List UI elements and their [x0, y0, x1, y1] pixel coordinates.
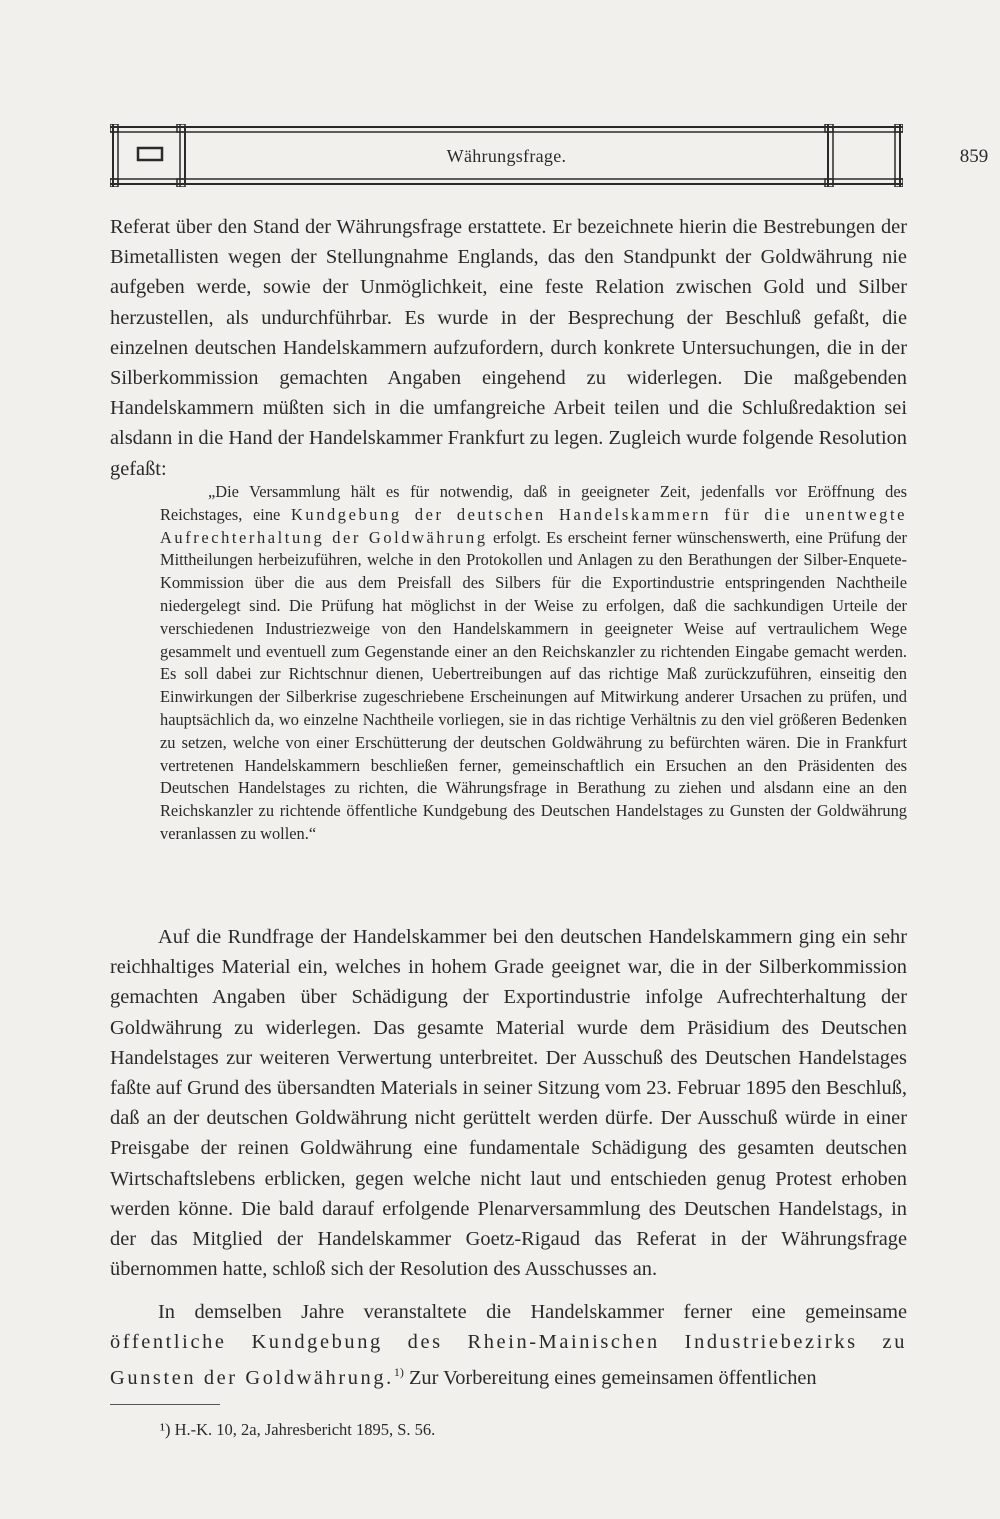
paragraph-2 — [110, 922, 907, 1284]
paragraph-1 — [110, 212, 907, 484]
footnote-reference[interactable]: 1) — [393, 1365, 404, 1380]
resolution-quote-text — [160, 481, 907, 846]
header-title: Währungsfrage. — [446, 146, 567, 166]
paragraph-1-text: Referat über den Stand der Währungsfrage erstattete. Er bezeichnete hierin die Bestrebungen der Bimetallisten wegen der Stellungnahme Englands, das den Standpunkt der Goldwährung nie aufgeben werde, sowie der Unmöglichkeit, eine feste Relation zwischen Gold und Silber herzustellen, als undurchführbar. Es wurde in der Besprechung der Beschluß gefaßt, die einzelnen deutschen Handelskammern aufzufordern, durch konkrete Untersuchungen, die in der Silberkommission gemachten Angaben eingehend zu widerlegen. Die maßgebenden Handelskammern müßten sich in die umfangreiche Arbeit teilen und die Schlußredaktion sei alsdann in die Hand der Handelskammer Frankfurt zu legen. Zugleich wurde folgende Resolution gefaßt: — [110, 216, 907, 480]
footnote: ¹) H.-K. 10, 2a, Jahresbericht 1895, S. 56. — [160, 1420, 436, 1439]
paragraph-3 — [110, 1297, 907, 1393]
paragraph-3-part-1: In demselben Jahre veranstaltete die Handelskammer ferner eine gemeinsame — [158, 1301, 907, 1323]
paragraph-2-text: Auf die Rundfrage der Handelskammer bei den deutschen Handelskammern ging ein sehr reichhaltiges Material ein, welches in hohem Grade geeignet war, die in der Silberkommission gemachten Angaben über Schädigung der Exportindustrie infolge Aufrechterhaltung der Goldwährung zu widerlegen. Das gesamte Material wurde dem Präsidium des Deutschen Handelstages zur weiteren Verwertung unterbreitet. Der Ausschuß des Deutschen Handelstages faßte auf Grund des übersandten Materials in seiner Sitzung vom 23. Februar 1895 den Beschluß, daß an der deutschen Goldwährung nicht gerüttelt werden dürfe. Der Ausschuß würde in einer Preisgabe der reinen Goldwährung eine fundamentale Schädigung des gesamten deutschen Wirtschaftslebens erblicken, gegen welche nicht laut und entschieden genug Protest erhoben werden könne. Die bald darauf erfolgende Plenarversammlung des Deutschen Handelstags, in der das Mitglied der Handelskammer Goetz-Rigaud das Referat in der Währungsfrage übernommen hatte, schloß sich der Resolution des Ausschusses an. — [110, 926, 907, 1281]
paragraph-3-emphasis: öffentliche Kundgebung des Rhein-Mainischen Industriebezirks zu Gunsten der Goldwährung. — [110, 1331, 907, 1390]
paragraph-3-part-2: Zur Vorbereitung eines gemeinsamen öffentlichen — [408, 1367, 817, 1390]
running-header — [110, 124, 989, 187]
quote-part-2: erfolgt. Es erscheint ferner wünschenswerth, eine Prüfung der Mittheilungen herbeizuführen, welche in den Protokollen und Anlagen zu den Berathungen der Silber-Enquete-Kommission über die aus dem Preisfall des Silbers für die Exportindustrie entspringenden Nachtheile niedergelegt sind. Die Prüfung hat möglichst in der Weise zu erfolgen, daß die sachkundigen Urteile der verschiedenen Industriezweige von den Handelskammern in geeigneter Weise auf vertraulichem Wege gesammelt und eventuell zum Gegenstande einer an den Reichskanzler zu richtenden Eingabe gemacht werden. Es soll dabei zur Richtschnur dienen, Uebertreibungen auf das richtige Maß zurückzuführen, einseitig den Einwirkungen der Silberkrise zugeschriebene Erscheinungen auf Mitwirkung anderer Ursachen zu prüfen, und hauptsächlich da, wo einzelne Nachtheile vorliegen, sie in das richtige Verhältnis zu den viel größeren Bedenken zu setzen, welche von einer Erschütterung der deutschen Goldwährung zu befürchten wären. Die in Frankfurt vertretenen Handelskammern beschließen ferner, gemeinschaftlich ein Ersuchen an den Präsidenten des Deutschen Handelstages zu richten, die Währungsfrage in Berathung zu ziehen und alsdann eine an den Reichskanzler zu richtende öffentliche Kundgebung des Deutschen Handelstages zu Gunsten der Goldwährung veranlassen zu wollen.“ — [160, 527, 908, 843]
quote-emphasis: Kundgebung der deutschen Handelskammern für die unentwegte Aufrechterhaltung der Goldwährung — [160, 504, 907, 547]
resolution-quote — [160, 481, 907, 846]
paragraph-3-text — [110, 1297, 907, 1393]
footnote-divider — [110, 1404, 220, 1405]
quote-part-1: „Die Versammlung hält es für notwendig, daß in geeigneter Zeit, jedenfalls vor Eröffnung des Reichstages, eine — [160, 482, 907, 524]
page-number: 859 — [959, 146, 989, 167]
